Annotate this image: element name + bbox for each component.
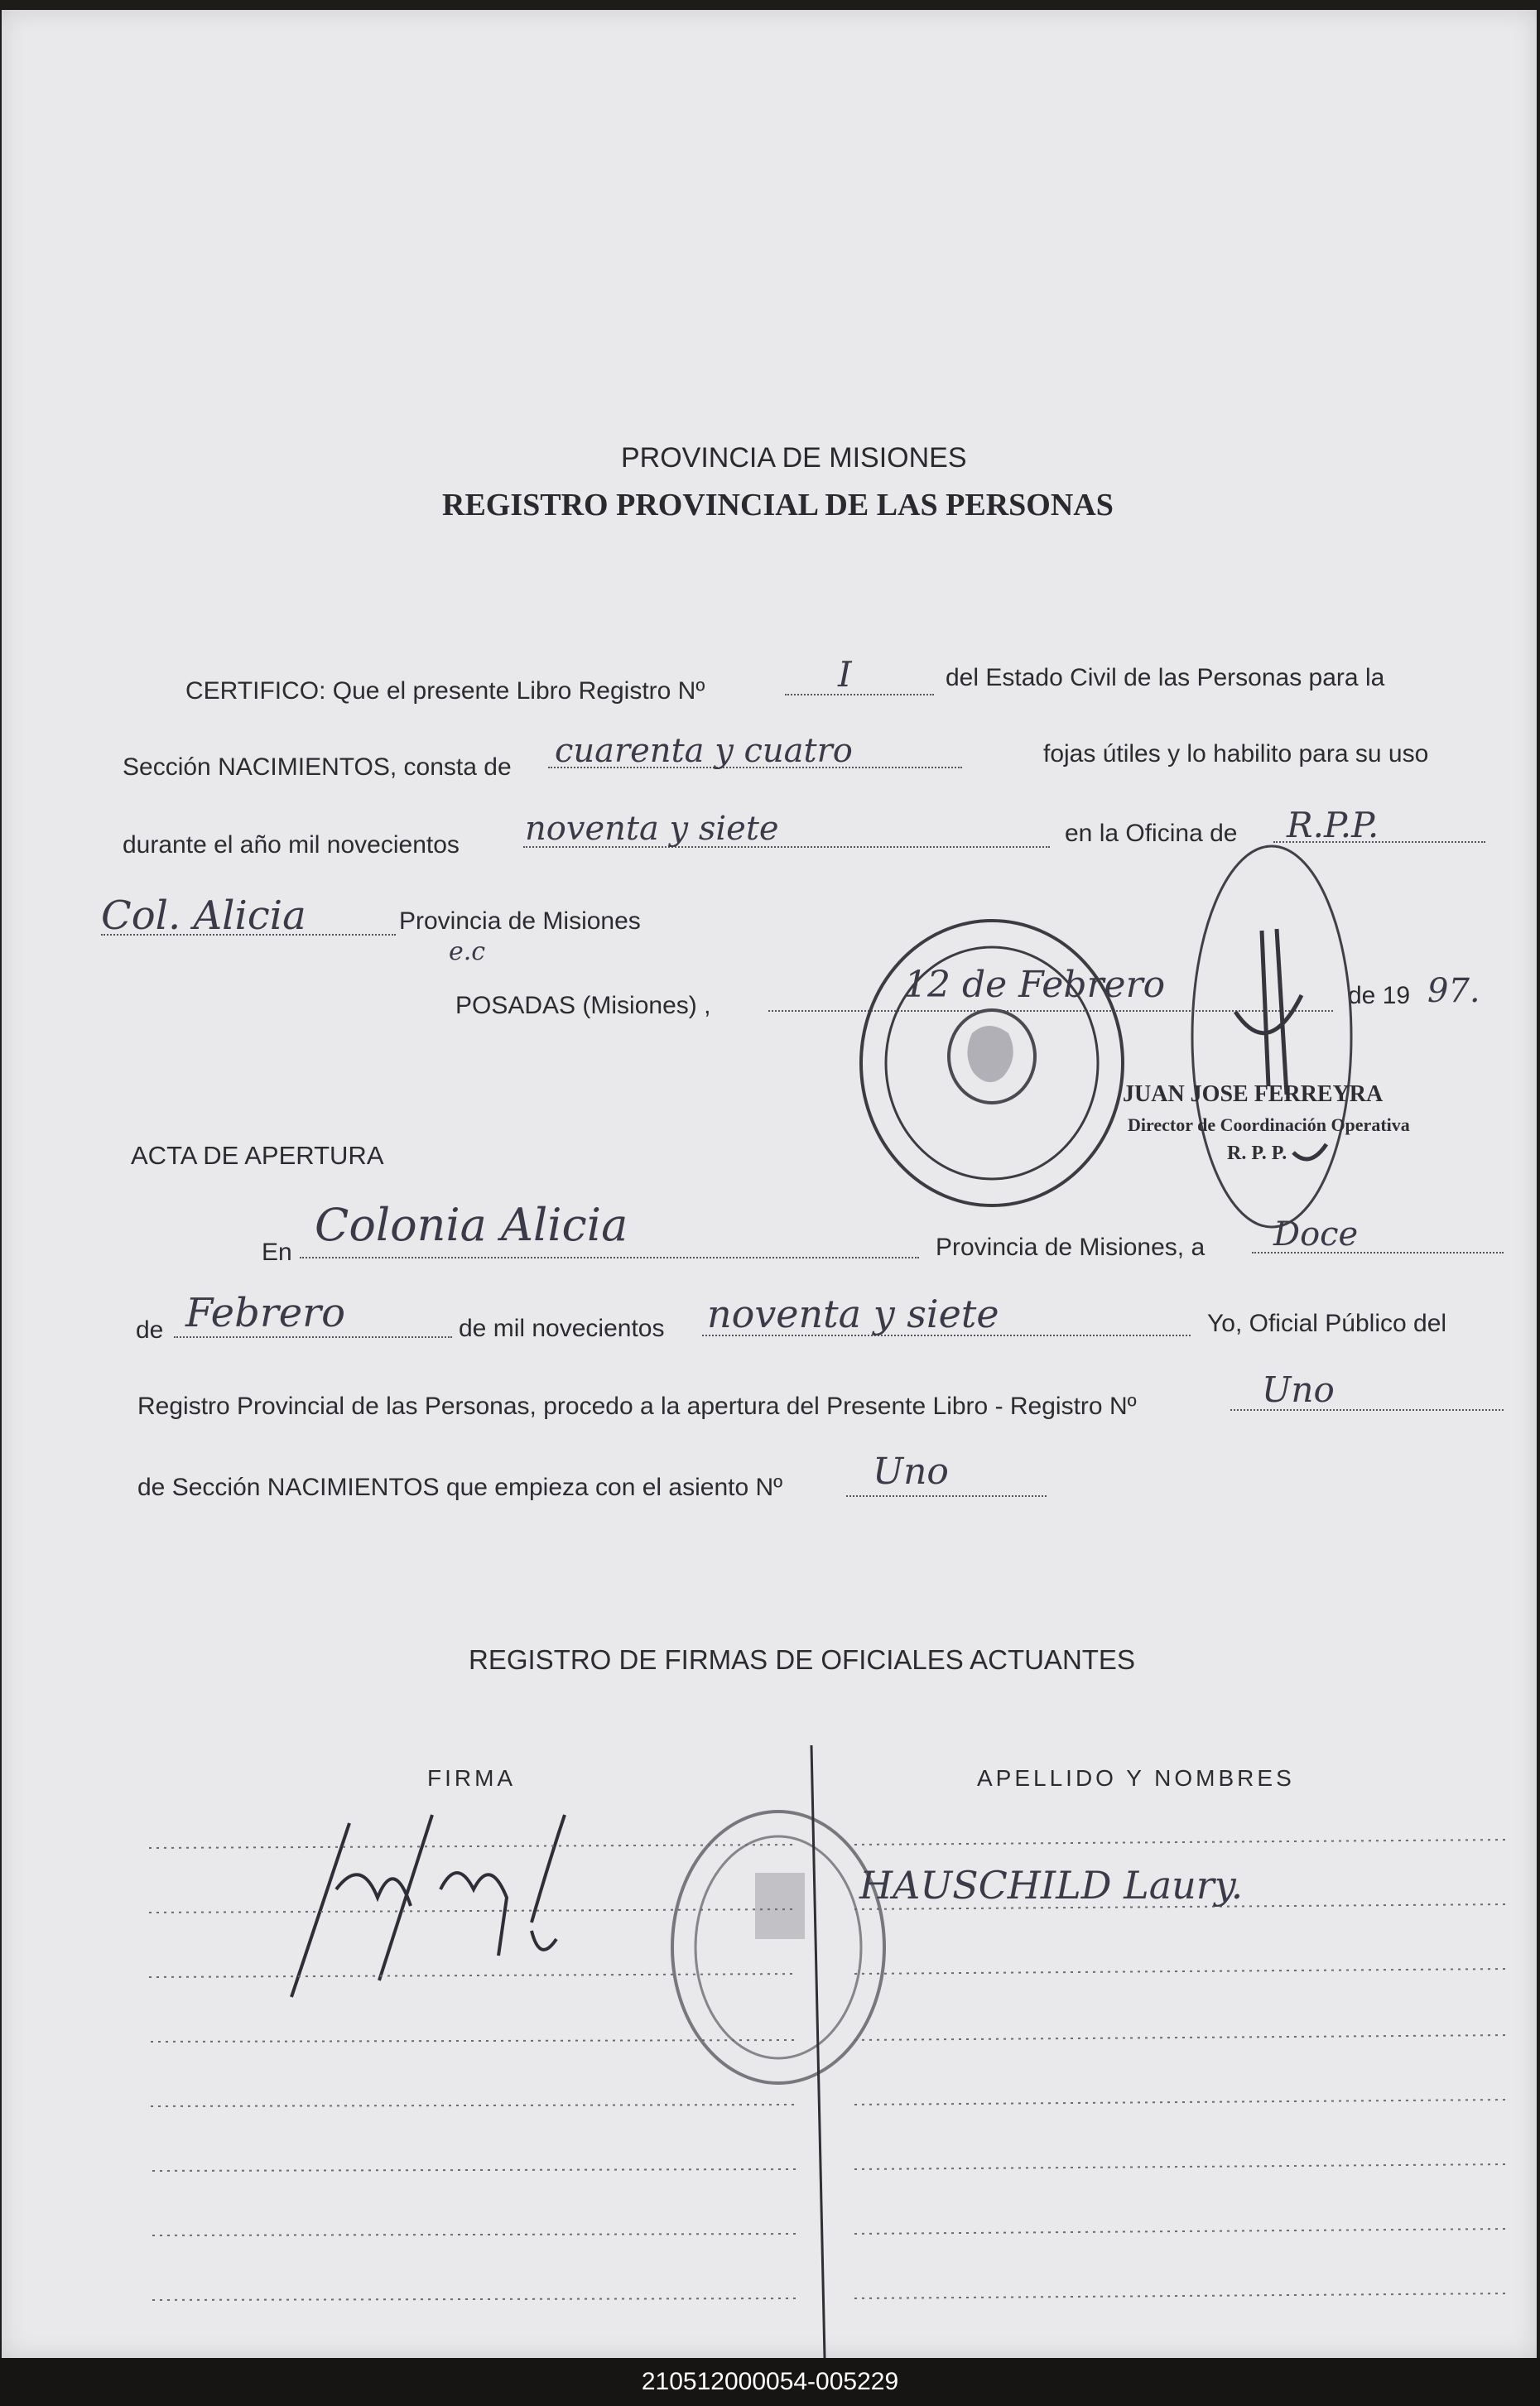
cert-line3-text: durante el año mil novecientos <box>123 831 460 859</box>
second-seal <box>672 1812 884 2083</box>
handwritten-book-no: Uno <box>1262 1369 1335 1410</box>
handwritten-date: 12 de Febrero <box>904 964 1166 1006</box>
cert-line2-text: Sección NACIMIENTOS, consta de <box>123 753 512 781</box>
firma-column-header: FIRMA <box>427 1765 517 1791</box>
acta-line1-text: En <box>262 1239 292 1266</box>
acta-line2-text-b: de mil novecientos <box>459 1315 665 1342</box>
column-divider <box>811 1745 825 2358</box>
handwritten-folio-count: cuarenta y cuatro <box>555 732 853 770</box>
handwritten-day: Doce <box>1273 1215 1359 1254</box>
handwritten-year-words-2: noventa y siete <box>707 1292 999 1336</box>
image-id-footer: 210512000054-005229 <box>0 2358 1540 2406</box>
name-column-header: APELLIDO Y NOMBRES <box>977 1765 1295 1791</box>
acta-line1-text-b: Provincia de Misiones, a <box>936 1234 1206 1261</box>
acta-line4-text: de Sección NACIMIENTOS que empieza con el asiento Nº <box>137 1474 783 1501</box>
dotted-line <box>174 1336 452 1338</box>
cert-line5-text: POSADAS (Misiones) , <box>455 992 711 1019</box>
acta-heading: ACTA DE APERTURA <box>131 1141 384 1170</box>
handwritten-entry-no: Uno <box>873 1451 949 1493</box>
handwritten-book-number: I <box>838 654 852 695</box>
handwritten-month: Febrero <box>185 1290 346 1336</box>
cert-line3-text-b: en la Oficina de <box>1065 820 1238 847</box>
handwritten-place: Colonia Alicia <box>315 1199 628 1251</box>
stamps-and-signatures-graphic <box>2 10 1537 2358</box>
dotted-line <box>300 1257 919 1258</box>
province-heading: PROVINCIA DE MISIONES <box>621 442 967 474</box>
acta-line2-text: de <box>136 1316 164 1344</box>
director-role-stamp: Director de Coordinación Operativa <box>1128 1114 1410 1135</box>
cert-line1-text: CERTIFICO: Que el presente Libro Registro Nº <box>185 677 705 705</box>
cert-line4-text: Provincia de Misiones <box>399 907 641 935</box>
registry-heading: REGISTRO PROVINCIAL DE LAS PERSONAS <box>442 488 1114 522</box>
handwritten-locality: Col. Alicia <box>101 893 306 939</box>
handwritten-note: e.c <box>449 937 486 966</box>
dotted-line <box>846 1495 1047 1497</box>
handwritten-year-digits: 97. <box>1427 972 1480 1010</box>
document-page <box>2 10 1537 2358</box>
cert-line1-text-b: del Estado Civil de las Personas para la <box>946 664 1385 691</box>
cert-line5-text-b: de 19 <box>1348 982 1411 1009</box>
handwritten-year-words: noventa y siete <box>525 810 779 848</box>
director-name-stamp: JUAN JOSE FERREYRA <box>1123 1081 1384 1107</box>
director-org-stamp: R. P. P. <box>1227 1143 1287 1164</box>
signature-oval <box>1192 846 1351 1227</box>
cert-line2-text-b: fojas útiles y lo habilito para su uso <box>1043 740 1429 768</box>
acta-line3-text: Registro Provincial de las Personas, procedo a la apertura del Presente Libro - Registro Nº <box>137 1393 1137 1420</box>
acta-line2-text-c: Yo, Oficial Público del <box>1207 1310 1447 1337</box>
firma-signature <box>291 1815 565 1997</box>
handwritten-official-name: HAUSCHILD Laury. <box>859 1863 1244 1908</box>
signatures-heading: REGISTRO DE FIRMAS DE OFICIALES ACTUANTES <box>469 1644 1135 1675</box>
handwritten-office: R.P.P. <box>1287 805 1379 845</box>
